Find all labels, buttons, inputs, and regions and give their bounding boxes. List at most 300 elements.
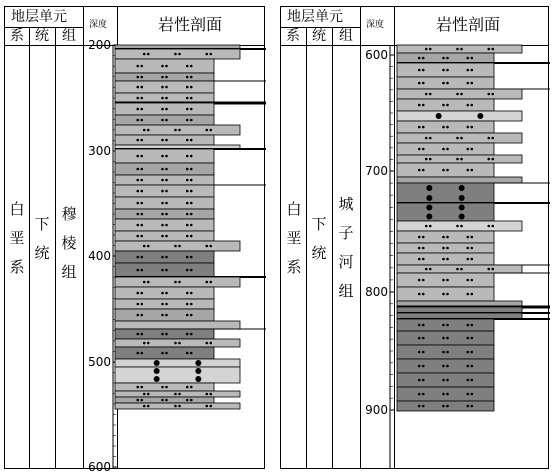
grain-dot <box>456 158 459 161</box>
grain-dot <box>442 247 445 250</box>
grain-dot <box>446 169 449 172</box>
lithology-layer <box>115 231 214 241</box>
grain-dot <box>178 245 181 248</box>
grain-dot <box>165 256 168 259</box>
grain-dot <box>205 405 208 408</box>
grain-dot <box>147 342 150 345</box>
grain-dot <box>466 405 469 408</box>
system-label: 白 垩 系 <box>9 200 25 276</box>
grain-dot <box>143 405 146 408</box>
grain-dot <box>190 76 193 79</box>
grain-dot <box>205 245 208 248</box>
lithology-layer <box>397 203 494 221</box>
grain-dot <box>174 405 177 408</box>
header-depth: 深度 <box>366 20 385 30</box>
grain-dot <box>136 179 139 182</box>
grain-dot <box>165 179 168 182</box>
grain-dot <box>178 53 181 56</box>
grain-dot <box>209 342 212 345</box>
grain-dot <box>165 76 168 79</box>
grain-dot <box>470 293 473 296</box>
grain-dot <box>470 279 473 282</box>
header-system: 系 <box>286 28 300 44</box>
grain-dot <box>161 168 164 171</box>
grain-dot <box>154 368 160 374</box>
grain-dot <box>174 53 177 56</box>
lithology-layer <box>397 143 494 155</box>
grain-dot <box>446 148 449 151</box>
grain-dot <box>466 148 469 151</box>
grain-dot <box>418 393 421 396</box>
lithology-layer <box>115 383 214 391</box>
grain-dot <box>466 82 469 85</box>
grain-dot <box>140 213 143 216</box>
grain-dot <box>446 293 449 296</box>
grain-dot <box>466 169 469 172</box>
grain-dot <box>429 93 432 96</box>
grain-dot <box>140 224 143 227</box>
lithology-layer <box>115 241 240 251</box>
grain-dot <box>442 148 445 151</box>
grain-dot <box>422 57 425 60</box>
grain-dot <box>422 393 425 396</box>
lithology-layer <box>397 99 494 111</box>
grain-dot <box>470 337 473 340</box>
grain-dot <box>418 148 421 151</box>
grain-dot <box>174 245 177 248</box>
depth-tick-label: 400 <box>88 249 111 263</box>
grain-dot <box>165 119 168 122</box>
grain-dot <box>209 245 212 248</box>
grain-dot <box>466 324 469 327</box>
grain-dot <box>186 76 189 79</box>
grain-dot <box>136 86 139 89</box>
grain-dot <box>456 48 459 51</box>
grain-dot <box>190 139 193 142</box>
grain-dot <box>429 268 432 271</box>
group-label: 穆 棱 组 <box>61 205 77 281</box>
grain-dot <box>442 365 445 368</box>
grain-dot <box>165 108 168 111</box>
grain-dot <box>422 379 425 382</box>
grain-dot <box>460 93 463 96</box>
grain-dot <box>442 393 445 396</box>
grain-dot <box>426 185 432 191</box>
grain-dot <box>209 393 212 396</box>
grain-dot <box>442 293 445 296</box>
grain-dot <box>136 202 139 205</box>
grain-dot <box>442 104 445 107</box>
lithology-layer <box>115 329 214 339</box>
grain-dot <box>446 82 449 85</box>
grain-dot <box>460 137 463 140</box>
grain-dot <box>190 256 193 259</box>
grain-dot <box>422 337 425 340</box>
grain-dot <box>161 235 164 238</box>
grain-dot <box>165 190 168 193</box>
header-lithology-section: 岩性剖面 <box>158 15 223 34</box>
grain-dot <box>136 65 139 68</box>
grain-dot <box>466 247 469 250</box>
grain-dot <box>136 190 139 193</box>
grain-dot <box>140 179 143 182</box>
grain-dot <box>190 168 193 171</box>
grain-dot <box>186 168 189 171</box>
grain-dot <box>190 235 193 238</box>
grain-dot <box>209 53 212 56</box>
grain-dot <box>190 155 193 158</box>
grain-dot <box>161 190 164 193</box>
grain-dot <box>186 202 189 205</box>
lithology-layer <box>115 115 214 125</box>
lithology-layer <box>115 403 240 409</box>
grain-dot <box>190 86 193 89</box>
grain-dot <box>190 303 193 306</box>
grain-dot <box>442 351 445 354</box>
grain-dot <box>418 293 421 296</box>
grain-dot <box>136 97 139 100</box>
lithology-layer <box>397 287 494 301</box>
grain-dot <box>205 393 208 396</box>
grain-dot <box>429 48 432 51</box>
lithology-layer <box>397 63 494 77</box>
header-strat-unit: 地层单元 <box>11 9 67 25</box>
lithology-layer <box>115 263 214 277</box>
grain-dot <box>429 225 432 228</box>
grain-dot <box>190 386 193 389</box>
grain-dot <box>140 303 143 306</box>
lithology-layer <box>397 183 494 203</box>
grain-dot <box>143 342 146 345</box>
grain-dot <box>161 97 164 100</box>
header-system: 系 <box>10 28 24 44</box>
grain-dot <box>205 129 208 132</box>
grain-dot <box>466 104 469 107</box>
grain-dot <box>186 119 189 122</box>
grain-dot <box>425 225 428 228</box>
grain-dot <box>456 93 459 96</box>
grain-dot <box>195 368 201 374</box>
grain-dot <box>140 190 143 193</box>
grain-dot <box>136 292 139 295</box>
grain-dot <box>425 137 428 140</box>
grain-dot <box>136 76 139 79</box>
lithology-layer <box>115 125 240 135</box>
grain-dot <box>418 169 421 172</box>
grain-dot <box>140 314 143 317</box>
grain-dot <box>186 213 189 216</box>
grain-dot <box>165 386 168 389</box>
grain-dot <box>154 376 160 382</box>
grain-dot <box>161 399 164 402</box>
grain-dot <box>442 236 445 239</box>
grain-dot <box>487 137 490 140</box>
grain-dot <box>140 202 143 205</box>
grain-dot <box>143 129 146 132</box>
grain-dot <box>418 379 421 382</box>
grain-dot <box>178 129 181 132</box>
grain-dot <box>161 303 164 306</box>
grain-dot <box>422 324 425 327</box>
grain-dot <box>470 393 473 396</box>
grain-dot <box>195 360 201 366</box>
grain-dot <box>136 168 139 171</box>
grain-dot <box>209 405 212 408</box>
grain-dot <box>190 108 193 111</box>
grain-dot <box>165 235 168 238</box>
lithology-layer <box>397 77 494 89</box>
grain-dot <box>161 386 164 389</box>
grain-dot <box>422 293 425 296</box>
lithology-layer <box>115 59 214 73</box>
grain-dot <box>446 57 449 60</box>
lithology-layer <box>115 219 214 231</box>
grain-dot <box>136 386 139 389</box>
grain-dot <box>466 57 469 60</box>
grain-dot <box>487 268 490 271</box>
lithology-layer <box>115 391 240 397</box>
grain-dot <box>161 224 164 227</box>
grain-dot <box>165 97 168 100</box>
grain-dot <box>470 104 473 107</box>
grain-dot <box>186 86 189 89</box>
grain-dot <box>429 137 432 140</box>
grain-dot <box>470 69 473 72</box>
grain-dot <box>446 236 449 239</box>
grain-dot <box>446 279 449 282</box>
grain-dot <box>165 202 168 205</box>
lithology-layer <box>115 397 214 403</box>
grain-dot <box>422 236 425 239</box>
grain-dot <box>418 337 421 340</box>
lithology-layer <box>115 185 214 197</box>
grain-dot <box>186 235 189 238</box>
grain-dot <box>140 386 143 389</box>
grain-dot <box>491 93 494 96</box>
grain-dot <box>459 205 465 211</box>
grain-dot <box>165 65 168 68</box>
grain-dot <box>470 148 473 151</box>
grain-dot <box>418 69 421 72</box>
lithology-layer <box>397 111 522 121</box>
left-lithology-column <box>5 7 266 474</box>
grain-dot <box>470 351 473 354</box>
depth-tick-label: 900 <box>365 403 388 417</box>
grain-dot <box>161 202 164 205</box>
grain-dot <box>460 158 463 161</box>
grain-dot <box>140 352 143 355</box>
lithology-layer <box>115 81 214 93</box>
grain-dot <box>442 126 445 129</box>
grain-dot <box>147 405 150 408</box>
grain-dot <box>161 76 164 79</box>
grain-dot <box>186 314 189 317</box>
grain-dot <box>143 393 146 396</box>
grain-dot <box>140 399 143 402</box>
grain-dot <box>426 214 432 220</box>
grain-dot <box>466 293 469 296</box>
grain-dot <box>487 93 490 96</box>
grain-dot <box>186 190 189 193</box>
lithology-layer <box>115 339 240 347</box>
grain-dot <box>442 69 445 72</box>
grain-dot <box>470 82 473 85</box>
grain-dot <box>418 351 421 354</box>
grain-dot <box>466 236 469 239</box>
grain-dot <box>477 113 483 119</box>
grain-dot <box>190 179 193 182</box>
grain-dot <box>422 69 425 72</box>
grain-dot <box>459 214 465 220</box>
grain-dot <box>136 269 139 272</box>
grain-dot <box>418 365 421 368</box>
grain-dot <box>190 352 193 355</box>
grain-dot <box>418 82 421 85</box>
lithology-layer <box>115 73 214 81</box>
grain-dot <box>418 126 421 129</box>
grain-dot <box>140 119 143 122</box>
grain-dot <box>446 393 449 396</box>
grain-dot <box>422 148 425 151</box>
grain-dot <box>186 256 189 259</box>
grain-dot <box>425 48 428 51</box>
grain-dot <box>442 324 445 327</box>
grain-dot <box>190 292 193 295</box>
lithology-layer <box>115 135 214 145</box>
grain-dot <box>466 279 469 282</box>
depth-tick-label: 700 <box>365 164 388 178</box>
grain-dot <box>466 69 469 72</box>
grain-dot <box>140 97 143 100</box>
grain-dot <box>446 337 449 340</box>
lithology-layer <box>115 209 214 219</box>
grain-dot <box>456 137 459 140</box>
lithology-layer <box>397 121 494 133</box>
grain-dot <box>140 108 143 111</box>
grain-dot <box>161 269 164 272</box>
grain-dot <box>186 386 189 389</box>
grain-dot <box>470 236 473 239</box>
grain-dot <box>487 158 490 161</box>
grain-dot <box>418 247 421 250</box>
lithology-layer <box>397 53 494 63</box>
grain-dot <box>136 224 139 227</box>
lithology-layer <box>397 387 494 401</box>
grain-dot <box>161 155 164 158</box>
grain-dot <box>136 256 139 259</box>
grain-dot <box>178 281 181 284</box>
grain-dot <box>446 324 449 327</box>
grain-dot <box>418 258 421 261</box>
grain-dot <box>442 405 445 408</box>
grain-dot <box>143 281 146 284</box>
grain-dot <box>190 333 193 336</box>
series-label: 下 统 <box>34 215 50 262</box>
grain-dot <box>186 399 189 402</box>
grain-dot <box>190 213 193 216</box>
grain-dot <box>165 155 168 158</box>
grain-dot <box>136 108 139 111</box>
grain-dot <box>422 126 425 129</box>
left-column-panel <box>4 6 265 474</box>
group-label: 城 子 河 组 <box>338 195 354 300</box>
series-label: 下 统 <box>311 215 327 262</box>
grain-dot <box>460 268 463 271</box>
grain-dot <box>446 365 449 368</box>
grain-dot <box>205 281 208 284</box>
grain-dot <box>178 393 181 396</box>
grain-dot <box>165 352 168 355</box>
lithology-layer <box>115 163 214 175</box>
lithology-layer <box>397 401 494 411</box>
grain-dot <box>466 365 469 368</box>
grain-dot <box>190 202 193 205</box>
grain-dot <box>147 129 150 132</box>
lithology-layer <box>397 177 522 183</box>
grain-dot <box>136 139 139 142</box>
grain-dot <box>140 333 143 336</box>
grain-dot <box>154 360 160 366</box>
grain-dot <box>470 247 473 250</box>
grain-dot <box>418 405 421 408</box>
lithology-layer <box>115 251 214 263</box>
lithology-layer <box>397 163 494 177</box>
grain-dot <box>178 342 181 345</box>
grain-dot <box>161 314 164 317</box>
lithology-layer <box>115 49 240 59</box>
grain-dot <box>429 158 432 161</box>
grain-dot <box>190 119 193 122</box>
grain-dot <box>422 365 425 368</box>
header-strat-unit: 地层单元 <box>287 9 343 25</box>
grain-dot <box>442 169 445 172</box>
grain-dot <box>161 108 164 111</box>
grain-dot <box>161 333 164 336</box>
grain-dot <box>190 97 193 100</box>
grain-dot <box>491 268 494 271</box>
depth-tick-label: 500 <box>88 355 111 369</box>
grain-dot <box>436 113 442 119</box>
grain-dot <box>491 48 494 51</box>
grain-dot <box>470 258 473 261</box>
grain-dot <box>186 97 189 100</box>
grain-dot <box>418 236 421 239</box>
grain-dot <box>186 155 189 158</box>
grain-dot <box>491 158 494 161</box>
header-depth: 深度 <box>89 20 108 30</box>
grain-dot <box>140 155 143 158</box>
lithology-layer <box>397 243 494 253</box>
grain-dot <box>186 224 189 227</box>
grain-dot <box>143 245 146 248</box>
grain-dot <box>422 247 425 250</box>
grain-dot <box>140 76 143 79</box>
lithology-layer <box>115 299 214 309</box>
grain-dot <box>456 225 459 228</box>
grain-dot <box>422 258 425 261</box>
grain-dot <box>140 65 143 68</box>
grain-dot <box>136 235 139 238</box>
grain-dot <box>161 256 164 259</box>
grain-dot <box>418 324 421 327</box>
grain-dot <box>466 337 469 340</box>
grain-dot <box>456 268 459 271</box>
grain-dot <box>446 258 449 261</box>
grain-dot <box>140 269 143 272</box>
grain-dot <box>470 365 473 368</box>
grain-dot <box>422 82 425 85</box>
grain-dot <box>190 190 193 193</box>
